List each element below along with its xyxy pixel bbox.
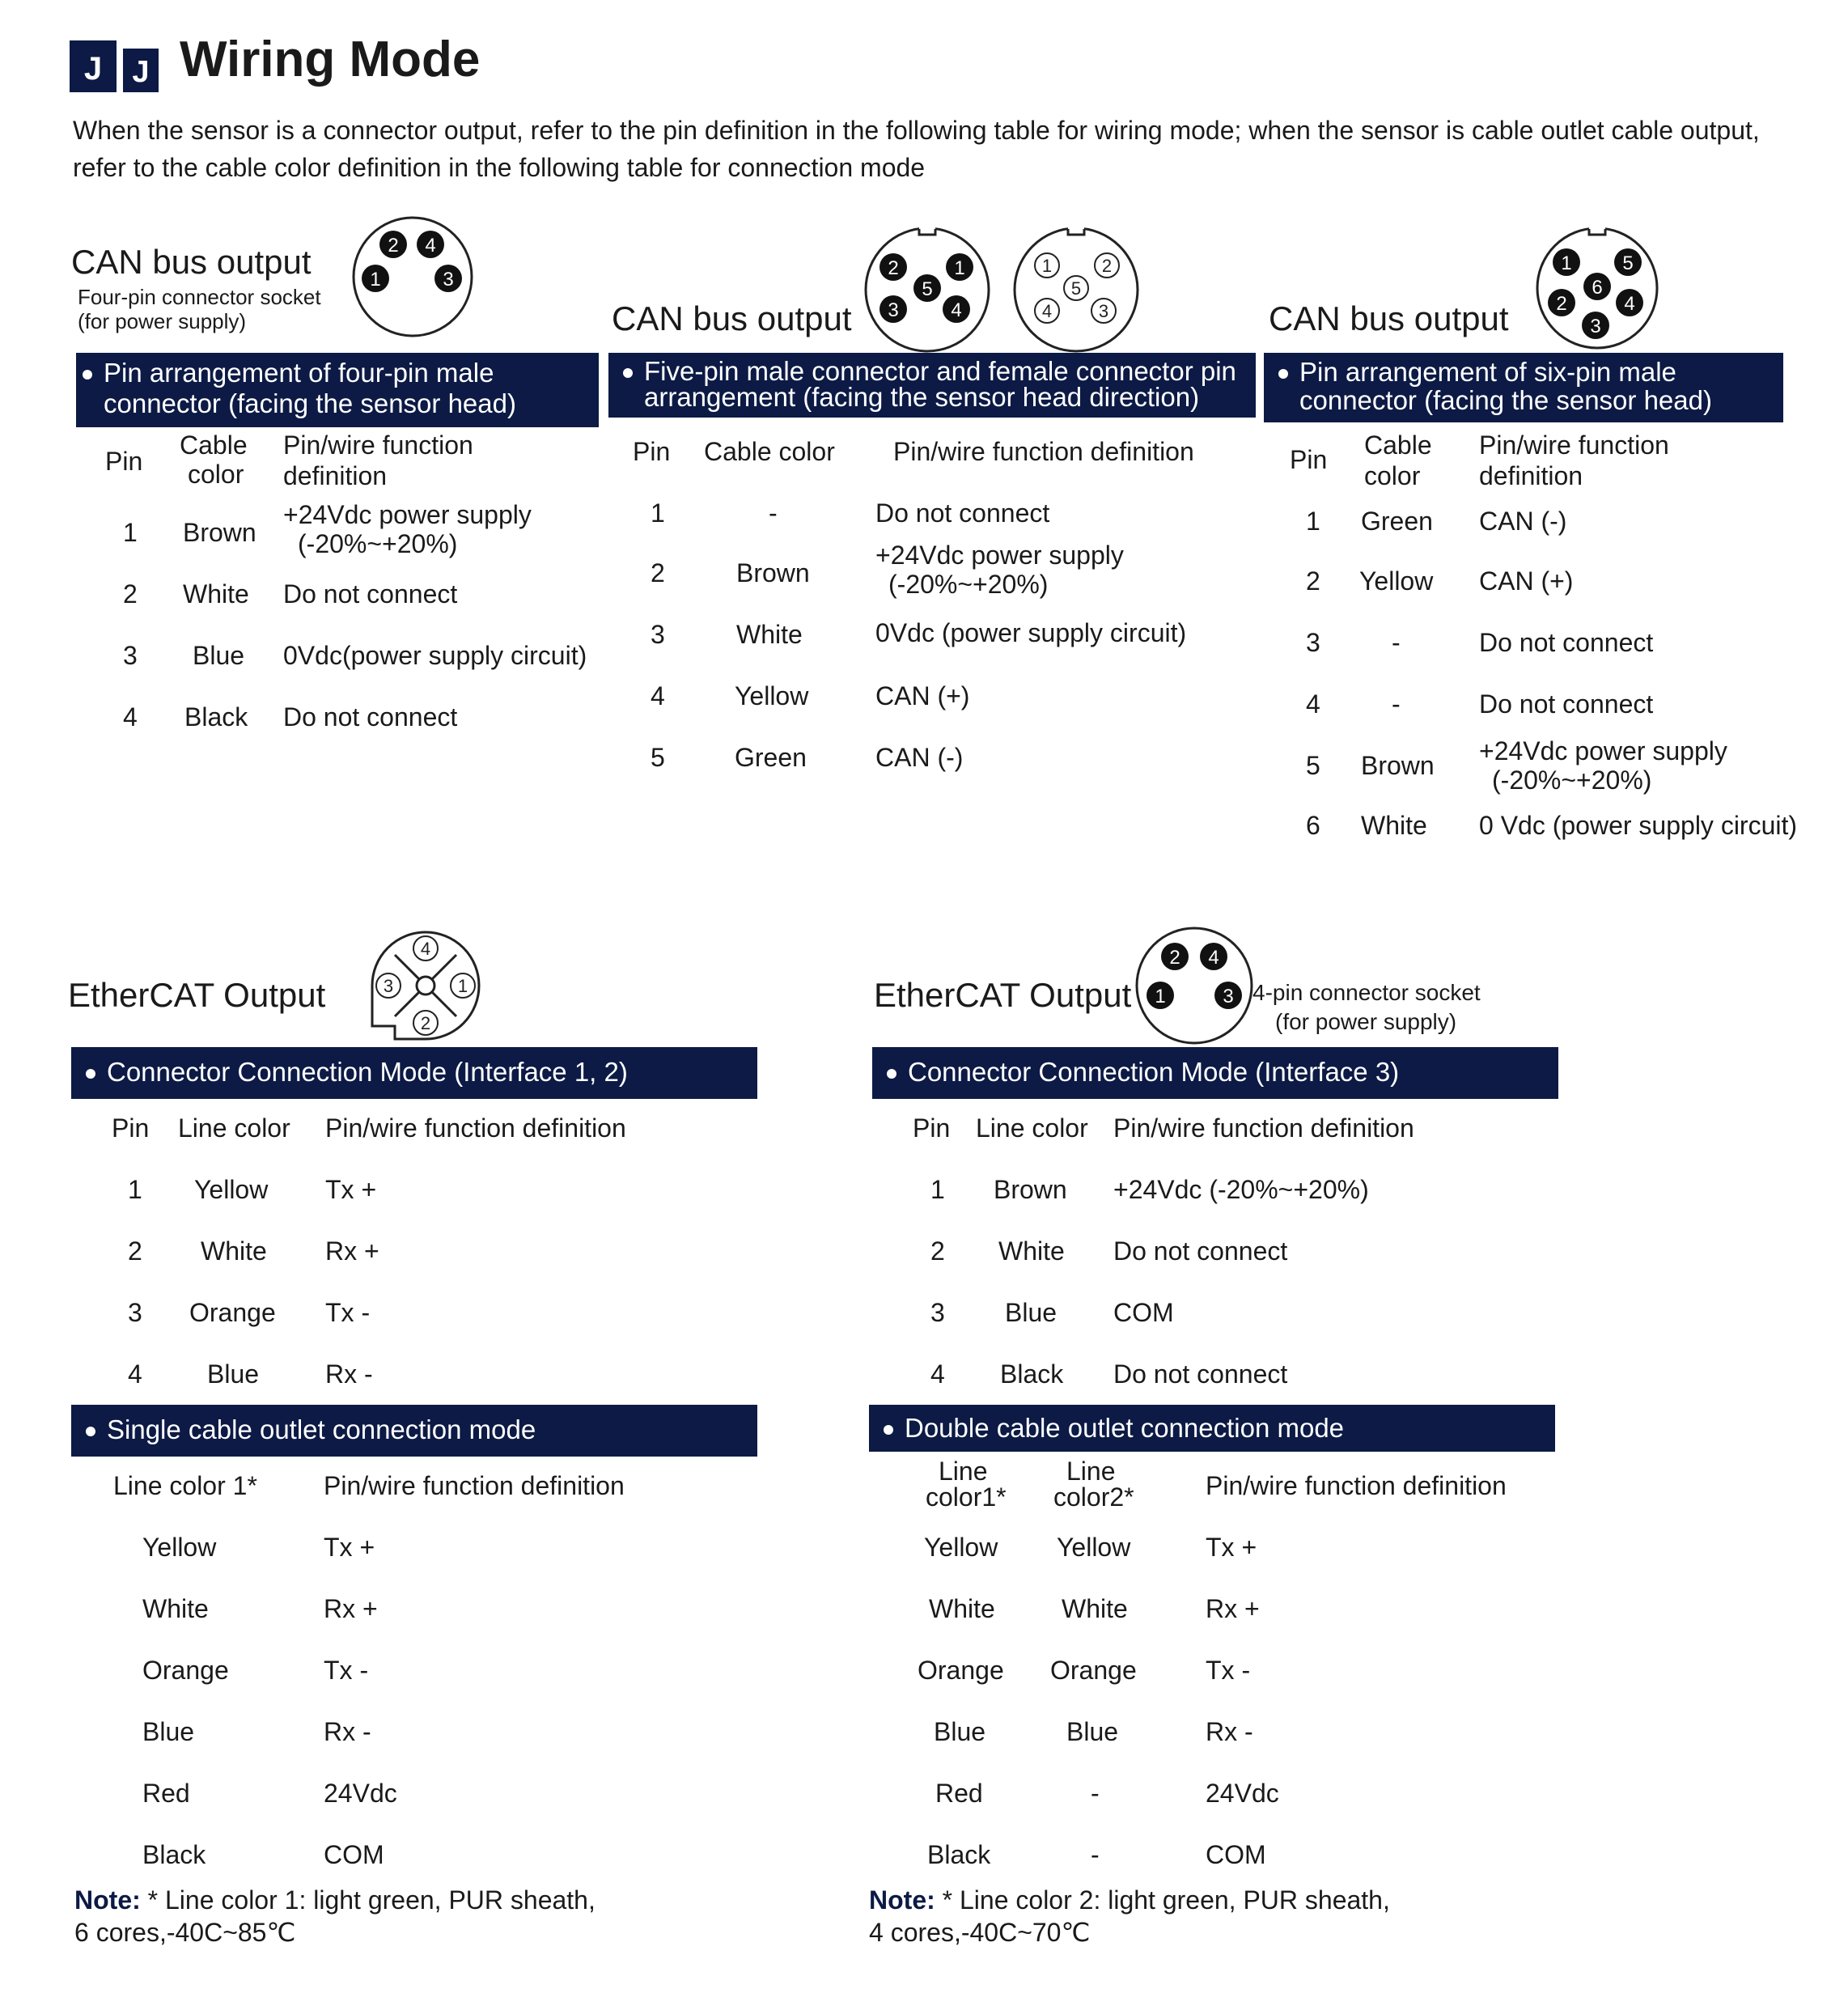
svg-text:3: 3 [1098, 301, 1109, 321]
ethercat-m8-connector-diagram [362, 922, 489, 1049]
bullet-dot [86, 1069, 95, 1079]
svg-text:5: 5 [1622, 252, 1634, 274]
note-text: * Line color 2: light green, PUR sheath, [942, 1885, 1390, 1915]
six-pin-title: CAN bus output [1269, 299, 1509, 337]
pin-4 [943, 295, 970, 323]
table-row-func: Do not connect [1479, 628, 1654, 657]
svg-text:2: 2 [420, 1013, 431, 1033]
table-row-func: COM [1206, 1840, 1266, 1869]
table-row-color2: Yellow [1057, 1533, 1131, 1562]
bullet-dot [884, 1425, 893, 1435]
header-color-line2: color [1364, 461, 1421, 490]
table-row-func: +24Vdc (-20%~+20%) [1113, 1175, 1369, 1204]
svg-text:2: 2 [388, 235, 399, 257]
note-label: Note: [74, 1885, 141, 1915]
svg-text:3: 3 [1223, 986, 1234, 1007]
header-func-line1: Pin/wire function [1479, 430, 1669, 460]
header-func-line2: definition [1479, 461, 1583, 490]
table-row-color2: Blue [1066, 1717, 1119, 1746]
table-row-func: Do not connect [283, 579, 458, 609]
table-row-color: Orange [189, 1298, 276, 1327]
table-row-func: Do not connect [875, 498, 1050, 528]
table-row-pin: 4 [123, 702, 138, 732]
table-row-func: Do not connect [1113, 1359, 1288, 1389]
pin-3 [1582, 312, 1609, 339]
header-func: Pin/wire function definition [1113, 1113, 1414, 1143]
six-pin-connector-diagram [1532, 220, 1662, 350]
ethercat-right-bar-text: Connector Connection Mode (Interface 3) [908, 1057, 1400, 1087]
table-row-color: Brown [183, 518, 256, 547]
table-row-color1: Black [927, 1840, 991, 1869]
table-row-color: Brown [1361, 751, 1435, 780]
table-row-color: Blue [193, 641, 245, 670]
pin-2 [1095, 253, 1119, 278]
pin-4 [413, 936, 438, 961]
note-text: * Line color 1: light green, PUR sheath, [147, 1885, 596, 1915]
svg-text:1: 1 [954, 257, 965, 279]
svg-text:4: 4 [425, 235, 436, 257]
table-row-func: Tx + [325, 1175, 377, 1204]
table-row-func: 24Vdc [324, 1779, 397, 1808]
table-row-pin: 2 [128, 1236, 142, 1266]
header-color2-line2: color2* [1053, 1482, 1134, 1512]
ethercat-left-title: EtherCAT Output [68, 976, 326, 1014]
table-row-color: Yellow [1359, 566, 1434, 596]
table-row-color: Blue [1005, 1298, 1058, 1327]
header-pin: Pin [913, 1113, 951, 1143]
table-row-func: Do not connect [1479, 689, 1654, 719]
pin-3 [434, 265, 462, 292]
header-color-line2: color [188, 460, 244, 489]
four-pin-subtitle-2: (for power supply) [78, 309, 247, 333]
five-pin-title: CAN bus output [612, 299, 852, 337]
ethercat-right-connector-bar [872, 1047, 1558, 1099]
table-row-pin: 3 [651, 620, 665, 649]
ethercat-left-single-bar [71, 1405, 757, 1457]
table-row-color2: - [1091, 1840, 1100, 1869]
table-row-color: Yellow [142, 1533, 217, 1562]
table-row-func: Rx - [1206, 1717, 1253, 1746]
pin-4 [1035, 299, 1059, 323]
pin-2 [1548, 289, 1575, 316]
ethercat-left-connector-bar [71, 1047, 757, 1099]
pin-1 [362, 265, 389, 292]
bullet-dot [83, 370, 92, 380]
table-row-color: Black [1000, 1359, 1064, 1389]
svg-text:4: 4 [1208, 947, 1219, 969]
table-row-pin: 1 [128, 1175, 142, 1204]
table-row-pin: 1 [651, 498, 665, 528]
svg-text:4: 4 [1624, 293, 1635, 315]
table-row-color: Green [1361, 507, 1433, 536]
table-row-pin: 4 [1306, 689, 1320, 719]
table-row-func: Tx - [1206, 1656, 1251, 1685]
pin-2 [413, 1011, 438, 1035]
table-row-pin: 5 [1306, 751, 1320, 780]
ethercat-left-bar-text: Connector Connection Mode (Interface 1, 2) [107, 1057, 628, 1087]
six-pin-bar-line1: Pin arrangement of six-pin male [1299, 357, 1676, 387]
table-row-color: Black [142, 1840, 206, 1869]
table-row-color1: White [929, 1594, 995, 1623]
table-row-color: - [769, 498, 778, 528]
table-row-pin: 2 [1306, 566, 1320, 596]
ethercat-right-double-bar [869, 1405, 1555, 1452]
six-pin-bar-line2: connector (facing the sensor head) [1299, 385, 1712, 415]
table-row-pin: 3 [1306, 628, 1320, 657]
pin-4 [1200, 943, 1227, 970]
table-row-pin: 1 [123, 518, 138, 547]
table-row-func: Do not connect [283, 702, 458, 732]
table-row-color: Yellow [735, 681, 809, 710]
five-pin-male-connector-diagram [861, 222, 994, 354]
header-color: Line color [976, 1113, 1088, 1143]
svg-text:5: 5 [1070, 278, 1082, 299]
svg-text:1: 1 [370, 269, 381, 291]
pin-3 [879, 295, 907, 323]
header-pin: Pin [1290, 445, 1328, 474]
single-bar-text: Single cable outlet connection mode [107, 1414, 536, 1444]
table-row-color: White [998, 1236, 1065, 1266]
table-row-pin: 6 [1306, 811, 1320, 840]
header-color-line1: Cable [180, 430, 248, 460]
table-row-func: CAN (+) [875, 681, 970, 710]
pin-3 [1214, 982, 1242, 1009]
svg-text:2: 2 [1101, 256, 1113, 276]
svg-text:2: 2 [888, 257, 899, 279]
four-pin-section-bar [76, 353, 599, 427]
table-row-color: - [1392, 689, 1401, 719]
bullet-dot [887, 1069, 896, 1079]
note-left-line2: 6 cores,-40C~85℃ [74, 1918, 296, 1947]
five-pin-bar-line1: Five-pin male connector and female connector pin [644, 356, 1236, 386]
header-color1-line1: Line [939, 1457, 988, 1486]
table-row-func: Rx + [1206, 1594, 1260, 1623]
four-pin-connector-diagram [350, 214, 476, 340]
svg-text:1: 1 [1561, 252, 1572, 274]
bullet-dot [623, 368, 633, 378]
table-row-color: White [736, 620, 803, 649]
table-row-func-cont: (-20%~+20%) [298, 529, 458, 558]
table-row-color1: Blue [934, 1717, 986, 1746]
four-pin-bar-line1: Pin arrangement of four-pin male [104, 358, 494, 388]
table-row-color2: - [1091, 1779, 1100, 1808]
table-row-func: 0Vdc (power supply circuit) [875, 618, 1187, 647]
header-color-line1: Cable [1364, 430, 1432, 460]
table-row-pin: 3 [128, 1298, 142, 1327]
table-row-color: Red [142, 1779, 190, 1808]
pin-3 [1091, 299, 1116, 323]
header-color: Cable color [704, 437, 835, 466]
svg-text:4: 4 [951, 299, 962, 321]
header-func: Pin/wire function definition [325, 1113, 626, 1143]
table-row-pin: 4 [651, 681, 665, 710]
svg-text:3: 3 [1590, 316, 1601, 337]
five-pin-bar-line2: arrangement (facing the sensor head direction) [644, 382, 1200, 412]
note-left-line1 [74, 1884, 596, 1916]
table-row-func: Tx + [1206, 1533, 1257, 1562]
svg-text:4: 4 [1041, 301, 1053, 321]
table-row-func: Tx + [324, 1533, 375, 1562]
header-color: Line color [178, 1113, 290, 1143]
pin-4 [1616, 289, 1643, 316]
logo-letter-right: J [123, 49, 159, 92]
table-row-color: Green [735, 743, 807, 772]
header-func-line1: Pin/wire function [283, 430, 473, 460]
table-row-color: - [1392, 628, 1401, 657]
table-row-color: Black [184, 702, 248, 732]
header-color2-line1: Line [1066, 1457, 1116, 1486]
pin-4 [417, 231, 444, 258]
header-func: Pin/wire function definition [893, 437, 1194, 466]
table-row-pin: 5 [651, 743, 665, 772]
pin-1 [946, 253, 973, 281]
table-row-pin: 3 [930, 1298, 945, 1327]
header-pin: Pin [105, 447, 143, 476]
four-pin-bar-line2: connector (facing the sensor head) [104, 388, 516, 418]
svg-text:1: 1 [457, 976, 468, 996]
svg-text:3: 3 [888, 299, 899, 321]
table-row-func: +24Vdc power supply [283, 500, 532, 529]
pin-1 [451, 973, 475, 998]
double-bar-text: Double cable outlet connection mode [905, 1413, 1345, 1443]
pin-1 [1035, 253, 1059, 278]
table-row-color: Blue [207, 1359, 260, 1389]
header-pin: Pin [633, 437, 671, 466]
table-row-pin: 1 [1306, 507, 1320, 536]
logo-letter-left: J [70, 40, 117, 92]
svg-text:2: 2 [1169, 947, 1180, 969]
four-pin-subtitle-1: Four-pin connector socket [78, 285, 321, 309]
table-row-func: Rx + [324, 1594, 378, 1623]
intro-text: When the sensor is a connector output, refer to the pin definition in the following table for wiring mode; when the sensor is cable outlet cable output, refer to the cable color definition in the following table for connection mode [73, 116, 1760, 182]
pin-5 [1614, 248, 1642, 276]
pin-2 [1161, 943, 1189, 970]
table-row-func: Do not connect [1113, 1236, 1288, 1266]
note-right-line2: 4 cores,-40C~70℃ [869, 1918, 1091, 1947]
five-pin-female-connector-diagram [1010, 222, 1142, 354]
ethercat-power-connector-diagram [1133, 924, 1256, 1047]
table-row-pin: 2 [123, 579, 138, 609]
table-row-func: COM [324, 1840, 384, 1869]
svg-text:4: 4 [420, 939, 431, 959]
svg-text:6: 6 [1592, 277, 1603, 299]
header-color1-line2: color1* [926, 1482, 1007, 1512]
table-row-color1: Red [935, 1779, 983, 1808]
table-row-color: Yellow [194, 1175, 269, 1204]
page-title: Wiring Mode [180, 32, 481, 87]
table-row-func: CAN (+) [1479, 566, 1574, 596]
table-row-func: +24Vdc power supply [1479, 736, 1727, 766]
header-pin: Pin [112, 1113, 150, 1143]
four-pin-title: CAN bus output [71, 243, 312, 281]
table-row-color: White [1361, 811, 1427, 840]
table-row-color: Brown [994, 1175, 1067, 1204]
five-pin-section-bar [608, 353, 1256, 418]
table-row-color: Orange [142, 1656, 229, 1685]
six-pin-section-bar [1264, 353, 1783, 422]
table-row-pin: 1 [930, 1175, 945, 1204]
table-row-color1: Orange [918, 1656, 1004, 1685]
table-row-func: COM [1113, 1298, 1174, 1327]
table-row-color2: White [1062, 1594, 1128, 1623]
table-row-func: CAN (-) [1479, 507, 1567, 536]
ethercat-right-title: EtherCAT Output [874, 976, 1132, 1014]
pin-6 [1583, 273, 1611, 300]
header-func: Pin/wire function definition [324, 1471, 625, 1500]
table-row-func: Rx + [325, 1236, 379, 1266]
header-color: Line color 1* [113, 1471, 257, 1500]
table-row-pin: 2 [930, 1236, 945, 1266]
logo [70, 40, 160, 92]
pin-1 [1553, 248, 1580, 276]
svg-text:3: 3 [383, 976, 394, 996]
note-right-line1 [869, 1884, 1390, 1916]
header-func-line2: definition [283, 461, 388, 490]
table-row-func: Rx - [325, 1359, 373, 1389]
svg-text:1: 1 [1155, 986, 1166, 1007]
pin-5 [913, 274, 941, 302]
table-row-pin: 2 [651, 558, 665, 587]
ethercat-right-subtitle-1: 4-pin connector socket [1252, 980, 1481, 1005]
pin-2 [879, 253, 907, 281]
table-row-func-cont: (-20%~+20%) [888, 570, 1049, 599]
table-row-color: White [183, 579, 249, 609]
note-label: Note: [869, 1885, 935, 1915]
table-row-color1: Yellow [924, 1533, 998, 1562]
svg-text:5: 5 [922, 278, 933, 300]
pin-3 [376, 973, 401, 998]
table-row-color2: Orange [1050, 1656, 1137, 1685]
pin-5 [1064, 276, 1088, 300]
bullet-dot [86, 1427, 95, 1436]
table-row-func: 0Vdc(power supply circuit) [283, 641, 587, 670]
table-row-func: 0 Vdc (power supply circuit) [1479, 811, 1798, 840]
table-row-color: Blue [142, 1717, 195, 1746]
table-row-func: +24Vdc power supply [875, 541, 1124, 570]
pin-1 [1147, 982, 1174, 1009]
header-func: Pin/wire function definition [1206, 1471, 1507, 1500]
table-row-func: Tx - [325, 1298, 371, 1327]
table-row-func: Tx - [324, 1656, 369, 1685]
table-row-func: 24Vdc [1206, 1779, 1279, 1808]
svg-text:1: 1 [1041, 256, 1053, 276]
svg-text:3: 3 [443, 269, 454, 291]
table-row-pin: 4 [128, 1359, 142, 1389]
pin-2 [379, 231, 407, 258]
table-row-func: Rx - [324, 1717, 371, 1746]
table-row-pin: 3 [123, 641, 138, 670]
table-row-func: CAN (-) [875, 743, 964, 772]
table-row-func-cont: (-20%~+20%) [1492, 766, 1652, 795]
svg-text:2: 2 [1556, 293, 1567, 315]
table-row-color: Brown [736, 558, 810, 587]
bullet-dot [1278, 369, 1288, 379]
ethercat-right-subtitle-2: (for power supply) [1275, 1009, 1457, 1034]
table-row-color: White [142, 1594, 209, 1623]
table-row-color: White [201, 1236, 267, 1266]
table-row-pin: 4 [930, 1359, 945, 1389]
